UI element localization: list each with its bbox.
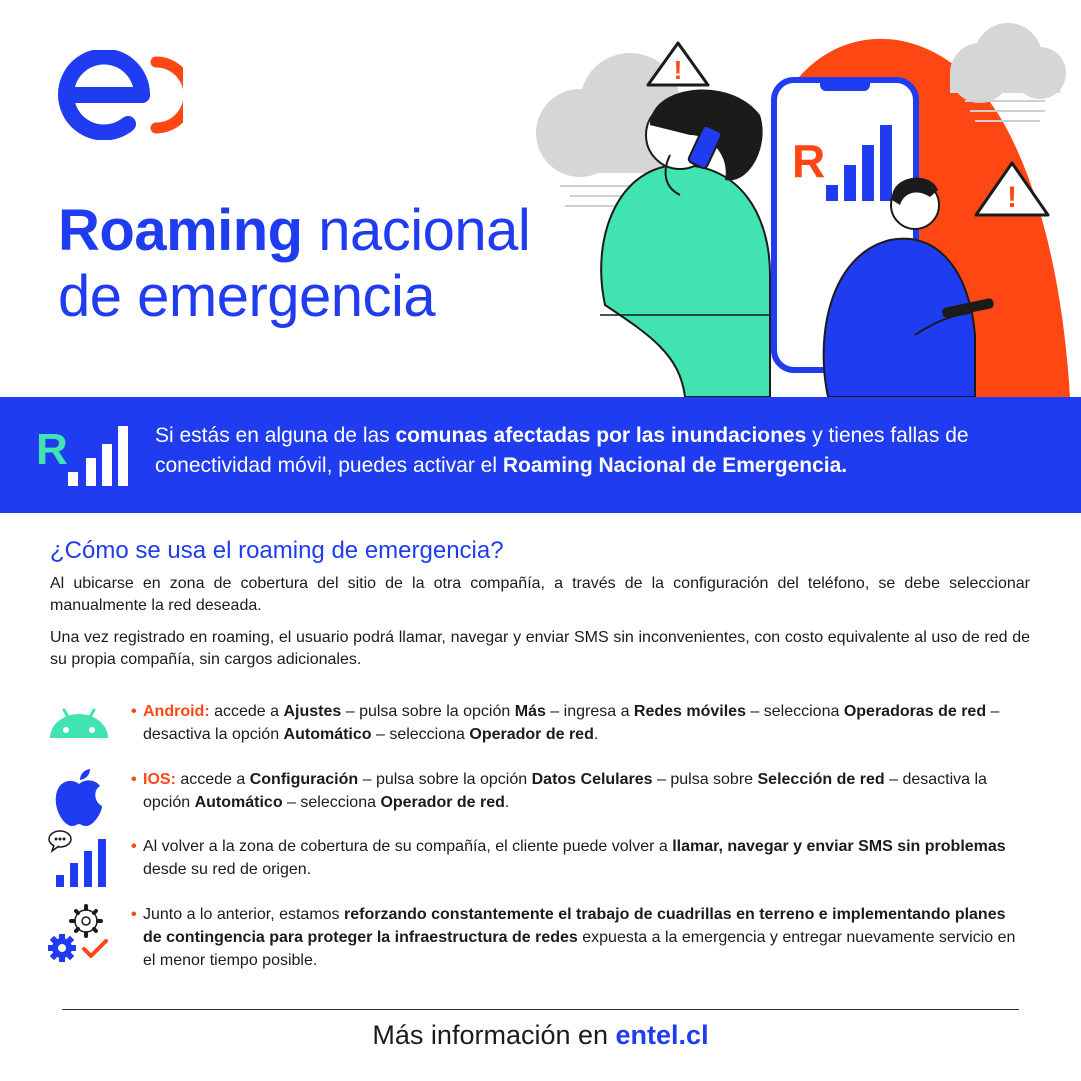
warning-mark-right: !	[1007, 181, 1017, 214]
footer-link[interactable]: entel.cl	[615, 1020, 709, 1050]
crews-text: • Junto a lo anterior, estamos reforzando constantemente el trabajo de cuadrillas en terreno e implementando planes de contingencia para proteger la infraestructura de redes expuesta a la emergencia y entregar nuevamente servicio en el menor tiempo posible.	[131, 906, 1016, 969]
woman-body	[601, 165, 770, 397]
android-steps: • Android: accede a Ajustes – pulsa sobre la opción Más – ingresa a Redes móviles – selecciona Operadoras de red – desactiva la opción Automático – selecciona Operador de red.	[131, 703, 1000, 743]
roaming-signal-icon	[36, 420, 131, 488]
entel-logo	[58, 50, 183, 140]
apple-icon	[46, 768, 112, 828]
title-line2: de emergencia	[58, 264, 436, 329]
section-title: ¿Cómo se usa el roaming de emergencia?	[50, 537, 504, 564]
banner-text: Si estás en alguna de las comunas afectadas por las inundaciones y tienes fallas de conectividad móvil, puedes activar el Roaming Nacional de Emergencia.	[155, 424, 969, 477]
gears-check-icon	[46, 903, 112, 963]
phone-letter: R	[792, 135, 826, 187]
return-text: • Al volver a la zona de cobertura de su compañía, el cliente puede volver a llamar, navegar y enviar SMS sin problemas desde su red de origen.	[131, 838, 1006, 878]
paragraph-registered: Una vez registrado en roaming, el usuario podrá llamar, navegar y enviar SMS sin inconvenientes, con costo equivalente al uso de red de su propia compañía, sin cargos adicionales.	[50, 629, 1030, 668]
title-bold: Roaming	[58, 198, 303, 263]
ios-steps: • IOS: accede a Configuración – pulsa sobre la opción Datos Celulares – pulsa sobre Selección de red – desactiva la opción Automático – selecciona Operador de red.	[131, 771, 987, 811]
footer-text: Más información en	[372, 1020, 616, 1050]
warning-mark: !	[673, 55, 683, 85]
signal-chat-icon	[46, 829, 112, 889]
info-banner	[0, 397, 1081, 513]
divider	[62, 1009, 1019, 1010]
svg-text:R: R	[36, 425, 68, 474]
cloud-right-icon	[950, 23, 1066, 103]
footer	[0, 1018, 1081, 1052]
android-icon	[46, 700, 112, 760]
hero-illustration	[530, 15, 1081, 397]
title-rest: nacional	[318, 198, 531, 263]
page-title	[58, 198, 530, 330]
paragraph-coverage: Al ubicarse en zona de cobertura del sitio de la otra compañía, a través de la configuración del teléfono, se debe seleccionar manualmente la red deseada.	[50, 575, 1030, 614]
